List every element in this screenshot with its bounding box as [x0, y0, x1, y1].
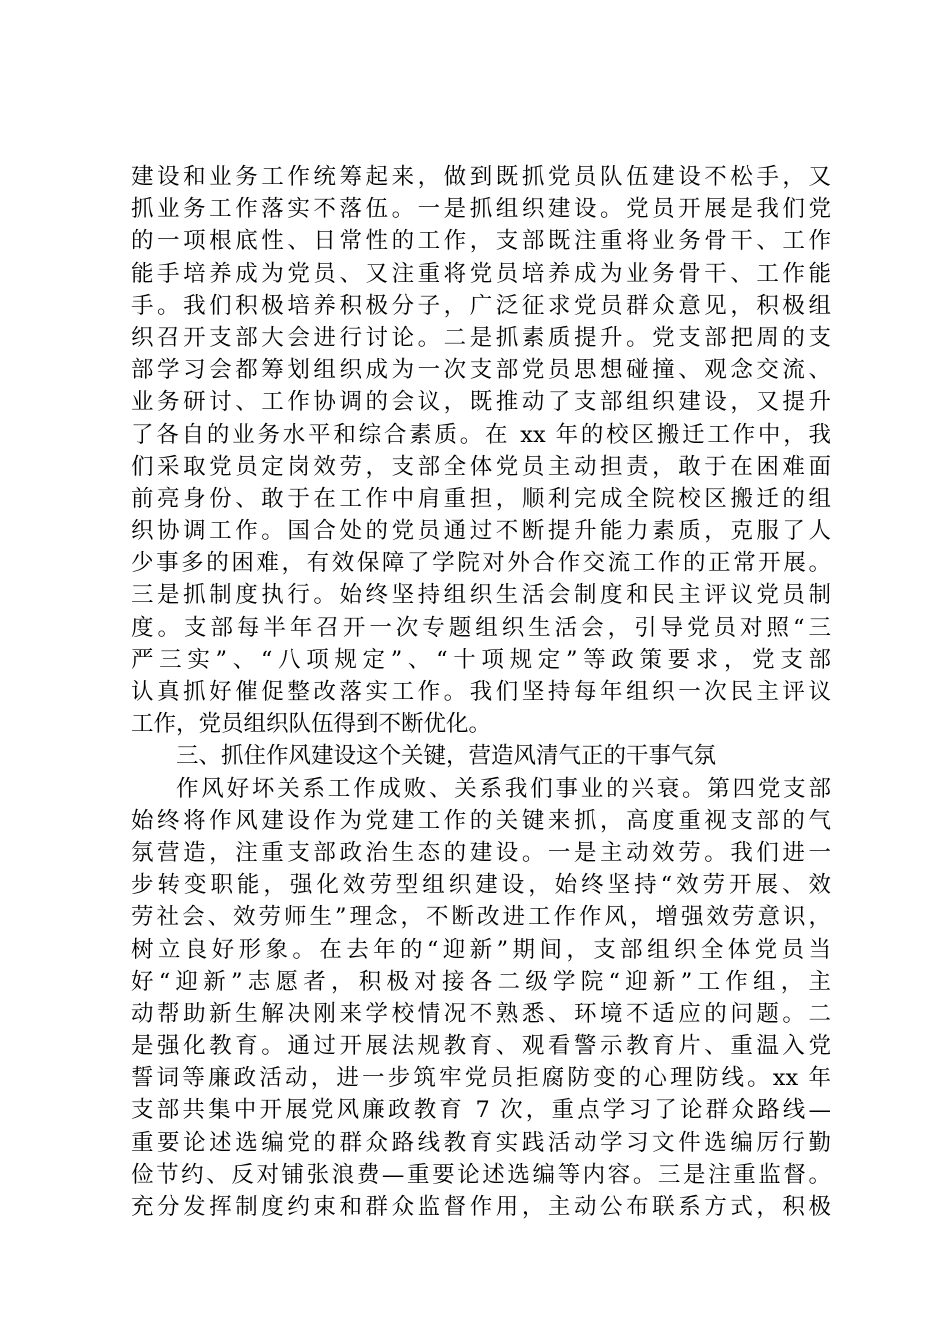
- text-line: 织召开支部大会进行讨论。二是抓素质提升。党支部把周的支: [131, 324, 831, 351]
- text-line: 认真抓好催促整改落实工作。我们坚持每年组织一次民主评议: [131, 679, 831, 705]
- text-line: 了各自的业务水平和综合素质。在 xx 年的校区搬迁工作中，我: [131, 421, 831, 448]
- text-line: 树立良好形象。在去年的“迎新”期间，支部组织全体党员当: [131, 936, 831, 963]
- body-text: [131, 161, 831, 1223]
- text-line: 步转变职能，强化效劳型组织建设，始终坚持“效劳开展、效: [131, 872, 831, 899]
- text-line: 少事多的困难，有效保障了学院对外合作交流工作的正常开展。: [131, 550, 831, 577]
- text-line: 三是抓制度执行。始终坚持组织生活会制度和民主评议党员制: [131, 582, 831, 609]
- text-line: 誓词等廉政活动，进一步筑牢党员拒腐防变的心理防线。xx 年: [131, 1065, 831, 1092]
- text-line: 严三实”、“八项规定”、“十项规定”等政策要求，党支部: [131, 646, 831, 673]
- text-line: 部学习会都筹划组织成为一次支部党员思想碰撞、观念交流、: [131, 357, 831, 384]
- paragraph-end-line: 工作，党员组织队伍得到不断优化。: [131, 711, 492, 738]
- text-line: 是强化教育。通过开展法规教育、观看警示教育片、重温入党: [131, 1033, 831, 1060]
- text-line: 的一项根底性、日常性的工作，支部既注重将业务骨干、工作: [131, 228, 831, 255]
- text-line: 动帮助新生解决刚来学校情况不熟悉、环境不适应的问题。二: [131, 1000, 831, 1027]
- text-line: 建设和业务工作统筹起来，做到既抓党员队伍建设不松手，又: [131, 164, 831, 190]
- text-line: 好“迎新”志愿者，积极对接各二级学院“迎新”工作组，主: [131, 968, 831, 995]
- text-line: 充分发挥制度约束和群众监督作用，主动公布联系方式，积极: [131, 1194, 831, 1220]
- text-line: 能手培养成为党员、又注重将党员培养成为业务骨干、工作能: [131, 260, 831, 287]
- text-line: 手。我们积极培养积极分子，广泛征求党员群众意见，积极组: [131, 292, 831, 319]
- text-line: 前亮身份、敢于在工作中肩重担，顺利完成全院校区搬迁的组: [131, 485, 831, 512]
- paragraph-first-line: 作风好坏关系工作成败、关系我们事业的兴衰。第四党支部: [176, 775, 831, 802]
- text-line: 支部共集中开展党风廉政教育 7 次，重点学习了论群众路线—: [131, 1097, 831, 1124]
- text-line: 始终将作风建设作为党建工作的关键来抓，高度重视支部的气: [131, 807, 831, 834]
- text-line: 俭节约、反对铺张浪费—重要论述选编等内容。三是注重监督。: [131, 1161, 831, 1188]
- text-line: 氛营造，注重支部政治生态的建设。一是主动效劳。我们进一: [131, 839, 831, 866]
- text-line: 织协调工作。国合处的党员通过不断提升能力素质，克服了人: [131, 518, 831, 545]
- text-line: 们采取党员定岗效劳，支部全体党员主动担责，敢于在困难面: [131, 453, 831, 480]
- text-line: 抓业务工作落实不落伍。一是抓组织建设。党员开展是我们党: [131, 196, 831, 223]
- text-line: 劳社会、效劳师生”理念，不断改进工作作风，增强效劳意识，: [131, 904, 831, 931]
- text-line: 重要论述选编党的群众路线教育实践活动学习文件选编厉行勤: [131, 1129, 831, 1156]
- text-line: 度。支部每半年召开一次专题组织生活会，引导党员对照“三: [131, 614, 831, 641]
- section-heading: 三、抓住作风建设这个关键，营造风清气正的干事气氛: [176, 743, 717, 770]
- text-line: 业务研讨、工作协调的会议，既推动了支部组织建设，又提升: [131, 389, 831, 416]
